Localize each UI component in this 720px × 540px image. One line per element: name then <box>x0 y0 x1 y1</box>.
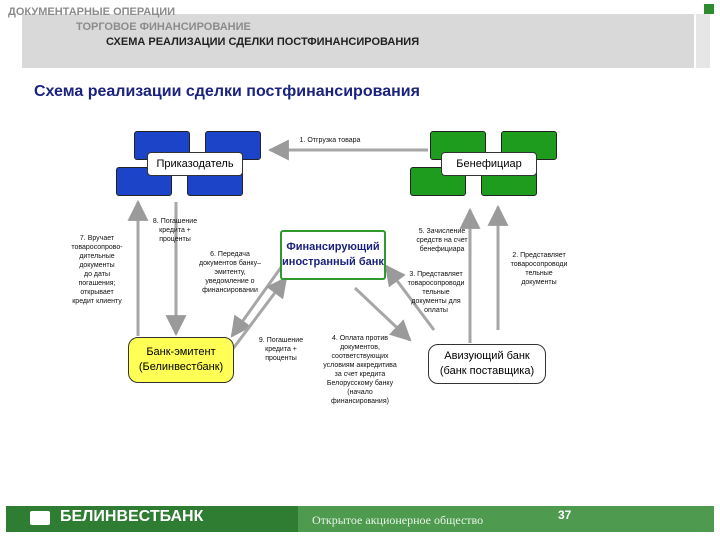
issuing-bank-node: Банк-эмитент (Белинвестбанк) <box>128 337 234 383</box>
step-8-label: 8. Погашение кредита + проценты <box>152 218 198 243</box>
bank-logo-icon <box>30 511 50 525</box>
foreign-bank-node: Финансирующий иностранный банк <box>280 230 386 280</box>
step-1-label: 1. Отгрузка товара <box>299 137 361 144</box>
step-7-label: 7. Вручает товаросопрово- дительные документы до даты погашения; открывает кредит клиенту <box>71 235 123 305</box>
principal-label: Приказодатель <box>147 152 243 176</box>
step-2-label: 2. Представляет товаросопроводи тельные документы <box>510 252 568 286</box>
beneficiary-label: Бенефициар <box>441 152 537 176</box>
footer-brand: БЕЛИНВЕСТБАНК <box>60 508 204 525</box>
footer-subtitle: Открытое акционерное общество <box>312 513 484 527</box>
step-6-label: 6. Передача документов банку– эмитенту, уведомление о финансировании <box>199 251 261 294</box>
step-5-label: 5. Зачисление средств на счет бенефициара <box>416 228 468 253</box>
header-line-1: ДОКУМЕНТАРНЫЕ ОПЕРАЦИИ <box>8 6 176 18</box>
slide-title: Схема реализации сделки постфинансирования <box>34 83 420 100</box>
header-line-2: ТОРГОВОЕ ФИНАНСИРОВАНИЕ <box>76 21 251 33</box>
step-3-label: 3. Представляет товаросопроводи тельные документы для оплаты <box>407 271 465 314</box>
header-line-3: СХЕМА РЕАЛИЗАЦИИ СДЕЛКИ ПОСТФИНАНСИРОВАНИЯ <box>106 36 420 48</box>
advising-bank-node: Авизующий банк (банк поставщика) <box>428 344 546 384</box>
page-number: 37 <box>558 508 572 522</box>
step-9-label: 9. Погашение кредита + проценты <box>258 337 304 362</box>
step-4-label: 4. Оплата против документов, соответствующих условиям аккредитива за счет кредита Белорусскому банку (начало финансирования) <box>323 335 397 405</box>
